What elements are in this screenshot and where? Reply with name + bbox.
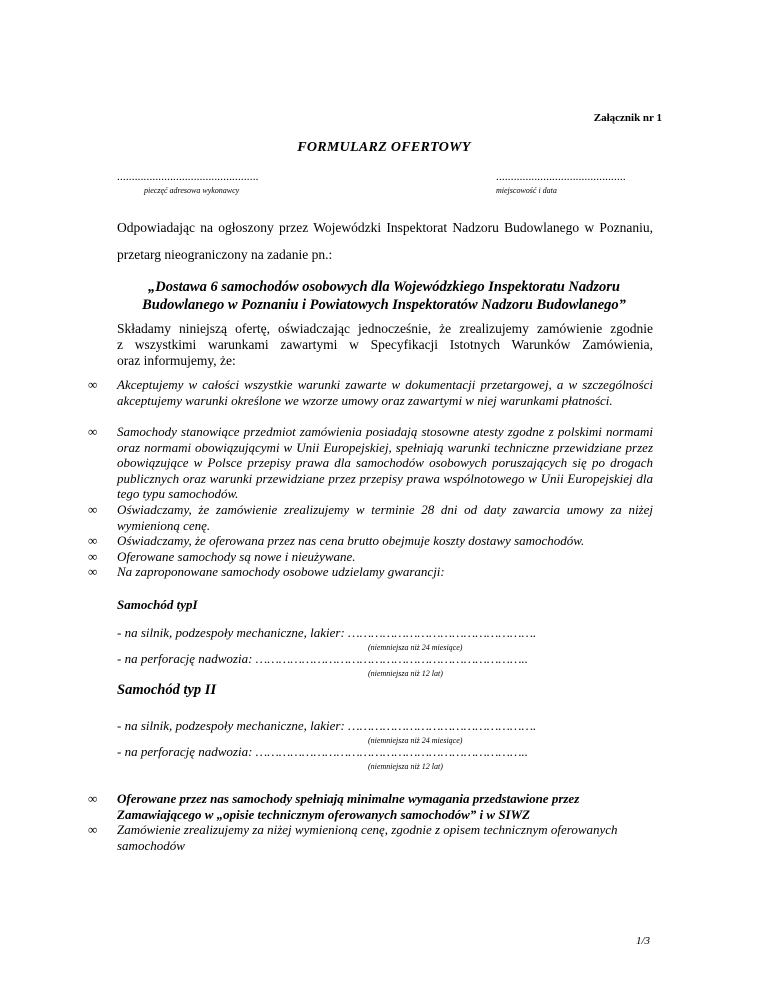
- place-date-caption: miejscowość i data: [496, 186, 557, 195]
- task-title-line-2: Budowlanego w Poznaniu i Powiatowych Inspektoratów Nadzoru Budowlanego”: [142, 297, 626, 313]
- car-type-1-engine-warranty: - na silnik, podzespoły mechaniczne, lakier: ………………………………………….: [117, 625, 537, 640]
- declaration-line-2: z wszystkimi warunkami zawartymi w Specyfikacji Istotnych Warunków Zamówienia,: [117, 337, 653, 352]
- car-type-1-body-warranty: - na perforację nadwozia: ……………………………………………………………..: [117, 651, 529, 666]
- car-type-1-heading: Samochód typI: [117, 597, 198, 612]
- intro-line-2: przetarg nieograniczony na zadanie pn.:: [117, 247, 333, 262]
- list-item: Oświadczamy, że oferowana przez nas cena brutto obejmuje koszty dostawy samochodów.: [117, 533, 585, 548]
- bullet-icon: ∞: [88, 564, 98, 579]
- list-item: Zamówienie zrealizujemy za niżej wymienioną cenę, zgodnie z opisem technicznym oferowanych samochodów: [117, 822, 618, 853]
- list-item: Oferowane samochody są nowe i nieużywane.: [117, 549, 356, 564]
- list-item: Oświadczamy, że zamówienie zrealizujemy w terminie 28 dni od daty zawarcia umowy za niżej wymienioną cenę.: [117, 502, 653, 533]
- car-type-1-engine-note: (niemniejsza niż 24 miesiące): [368, 643, 463, 652]
- list-item: Samochody stanowiące przedmiot zamówienia posiadają stosowne atesty zgodne z polskimi normami oraz normami obowiązującymi w Unii Europejskiej, spełniają warunki techniczne przewidziane przez obowiązujące w Polsce przepisy prawa dla samochodów osobowych poruszających się po drogach publicznych oraz warunki przewidziane przez przepisy prawa wspólnotowego w Unii Europejskiej dla tego typu samochodów.: [117, 424, 653, 501]
- declaration-line-1: Składamy niniejszą ofertę, oświadczając jednocześnie, że zrealizujemy zamówienie zgodnie: [117, 321, 653, 336]
- car-type-2-heading: Samochód typ II: [117, 682, 217, 698]
- declaration-line-3: oraz informujemy, że:: [117, 353, 236, 368]
- car-type-2-body-note: (niemniejsza niż 12 lat): [368, 762, 443, 771]
- stamp-caption: pieczęć adresowa wykonawcy: [144, 186, 240, 195]
- bullet-icon: ∞: [88, 822, 98, 837]
- bullet-icon: ∞: [88, 377, 98, 392]
- bullet-icon: ∞: [88, 533, 98, 548]
- page-title: FORMULARZ OFERTOWY: [297, 140, 471, 155]
- page-number: 1/3: [635, 935, 650, 947]
- stamp-dots: ................................................: [117, 171, 259, 183]
- car-type-2-body-warranty: - na perforację nadwozia: ……………………………………………………………..: [117, 744, 529, 759]
- list-item: Na zaproponowane samochody osobowe udzielamy gwarancji:: [117, 564, 445, 579]
- task-title-line-1: „Dostawa 6 samochodów osobowych dla Wojewódzkiego Inspektoratu Nadzoru: [148, 279, 620, 295]
- list-item: Akceptujemy w całości wszystkie warunki zawarte w dokumentacji przetargowej, a w szczególności akceptujemy warunki określone we wzorze umowy oraz zawartymi w niej warunkami płatności.: [117, 377, 653, 408]
- list-item: Oferowane przez nas samochody spełniają minimalne wymagania przedstawione przez Zamawiającego w „opisie technicznym oferowanych samochodów” i w SIWZ: [117, 791, 580, 822]
- intro-line-1: Odpowiadając na ogłoszony przez Wojewódzki Inspektorat Nadzoru Budowlanego w Poznaniu,: [117, 220, 653, 235]
- place-date-dots: ............................................: [496, 171, 626, 183]
- car-type-2-engine-note: (niemniejsza niż 24 miesiące): [368, 736, 463, 745]
- car-type-1-body-note: (niemniejsza niż 12 lat): [368, 669, 443, 678]
- car-type-2-engine-warranty: - na silnik, podzespoły mechaniczne, lakier: ………………………………………….: [117, 718, 537, 733]
- bullet-icon: ∞: [88, 549, 98, 564]
- attachment-label: Załącznik nr 1: [593, 112, 662, 124]
- bullet-icon: ∞: [88, 502, 98, 517]
- bullet-icon: ∞: [88, 424, 98, 439]
- bullet-icon: ∞: [88, 791, 98, 806]
